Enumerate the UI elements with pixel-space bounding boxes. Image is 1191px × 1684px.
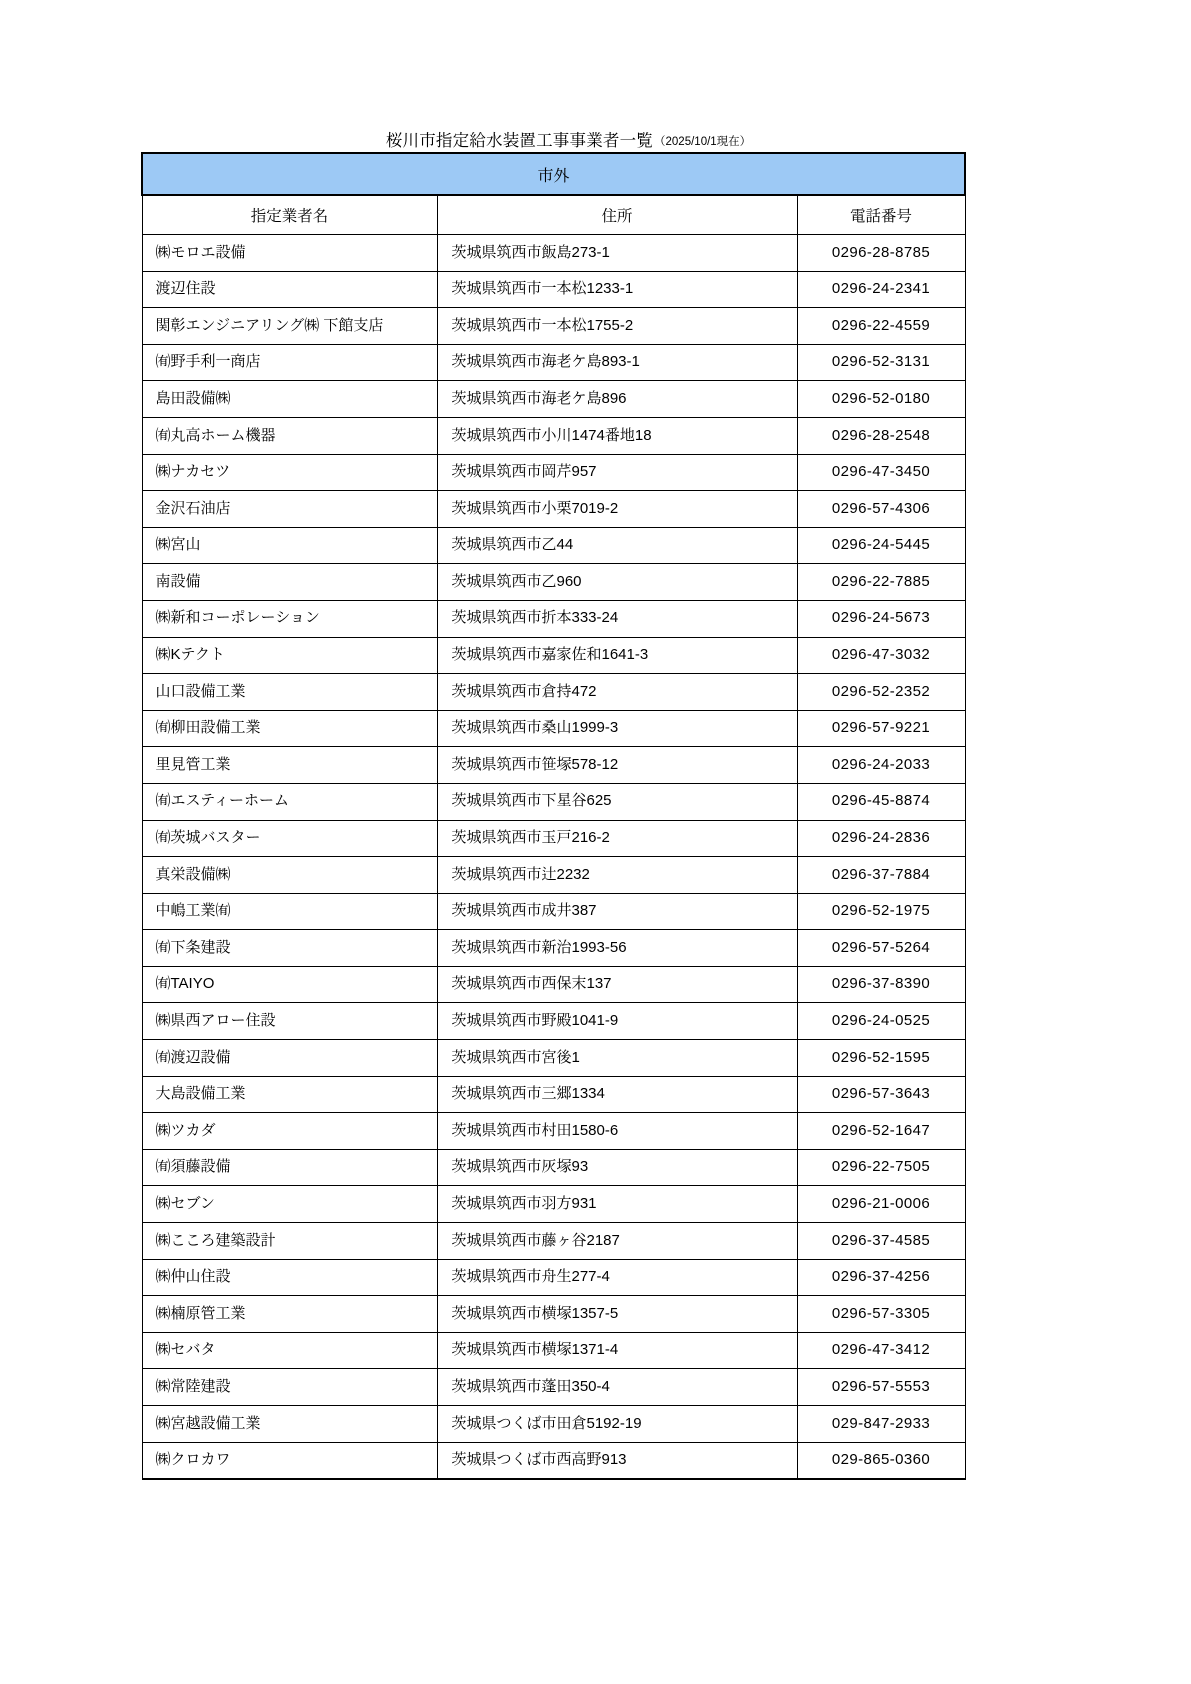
cell-tel [797,235,965,272]
section-band-row [142,153,965,195]
cell-tel [797,527,965,564]
cell-name [142,1076,437,1113]
cell-tel [797,600,965,637]
cell-tel-text: 0296-52-2352 [831,682,931,700]
cell-address-text: 茨城県筑西市辻2232 [451,865,590,883]
table-row [142,1003,965,1040]
cell-name-text: ㈲下条建設 [155,938,231,956]
cell-tel-text: 0296-24-5673 [831,609,931,627]
cell-address [437,637,797,674]
column-header-address: 住所 [437,195,797,235]
cell-address-text: 茨城県筑西市笹塚578-12 [451,755,619,773]
cell-tel-text: 0296-21-0006 [831,1194,931,1212]
cell-address [437,600,797,637]
cell-tel [797,417,965,454]
cell-tel-text: 0296-52-1975 [831,902,931,920]
cell-tel-text: 0296-22-7505 [831,1158,931,1176]
cell-name [142,1003,437,1040]
cell-address [437,747,797,784]
cell-address-text: 茨城県筑西市羽方931 [451,1194,597,1212]
cell-tel [797,857,965,894]
cell-tel-text: 0296-52-1647 [831,1121,931,1139]
cell-name [142,1332,437,1369]
table-body [142,153,965,1479]
cell-address-text: 茨城県筑西市折本333-24 [451,609,619,627]
cell-address-text: 茨城県筑西市乙44 [451,536,574,554]
cell-name-text: ㈲丸高ホーム機器 [155,426,276,444]
cell-tel [797,820,965,857]
cell-address-text: 茨城県筑西市下星谷625 [451,792,612,810]
cell-name-text: ㈱宮越設備工業 [155,1414,261,1432]
table-row [142,271,965,308]
cell-name [142,674,437,711]
table-row [142,930,965,967]
cell-name-text: ㈱宮山 [155,536,201,554]
table-row [142,1186,965,1223]
cell-tel [797,454,965,491]
cell-tel [797,308,965,345]
cell-tel [797,1259,965,1296]
cell-name-text: ㈱ツカダ [155,1121,216,1139]
cell-name-text: 関彰エンジニアリング㈱ 下館支店 [155,316,384,334]
table-row [142,966,965,1003]
cell-name [142,1186,437,1223]
cell-name-text: ㈱楠原管工業 [155,1304,246,1322]
cell-name-text: ㈱県西アロー住設 [155,1012,276,1030]
table-row [142,747,965,784]
cell-address [437,527,797,564]
cell-address [437,820,797,857]
column-header-tel: 電話番号 [797,195,965,235]
table-row [142,308,965,345]
cell-address-text: 茨城県筑西市玉戸216-2 [451,829,610,847]
cell-address [437,966,797,1003]
cell-tel [797,893,965,930]
cell-name-text: 金沢石油店 [155,499,231,517]
cell-address [437,491,797,528]
table-row [142,1040,965,1077]
cell-tel-text: 0296-24-2341 [831,280,931,298]
cell-address [437,857,797,894]
contractor-table [141,152,966,1480]
cell-name-text: ㈲茨城バスター [155,829,261,847]
cell-name [142,783,437,820]
cell-tel-text: 0296-24-2836 [831,829,931,847]
cell-address-text: 茨城県筑西市横塚1357-5 [451,1304,619,1322]
cell-tel-text: 0296-24-2033 [831,755,931,773]
cell-tel-text: 0296-57-5553 [831,1377,931,1395]
cell-tel-text: 0296-37-4585 [831,1231,931,1249]
cell-address [437,783,797,820]
table-row [142,417,965,454]
cell-address [437,1076,797,1113]
table-row [142,1406,965,1443]
cell-tel [797,1076,965,1113]
cell-address [437,1296,797,1333]
cell-address-text: 茨城県つくば市田倉5192-19 [451,1414,642,1432]
page-title: 桜川市指定給水装置工事事業者一覧 [385,131,654,150]
cell-name-text: 里見管工業 [155,755,231,773]
cell-name-text: 中嶋工業㈲ [155,902,231,920]
cell-name [142,417,437,454]
table-row [142,710,965,747]
cell-tel [797,271,965,308]
cell-address [437,1040,797,1077]
cell-name [142,1223,437,1260]
cell-tel [797,1369,965,1406]
cell-name [142,893,437,930]
cell-name [142,1406,437,1443]
cell-name-text: ㈱ナカセツ [155,463,231,481]
cell-address-text: 茨城県筑西市飯島273-1 [451,243,610,261]
cell-name-text: 南設備 [155,572,201,590]
cell-name-text: ㈱セバタ [155,1341,216,1359]
table-row [142,1223,965,1260]
cell-address [437,1186,797,1223]
table-row [142,1442,965,1479]
cell-name [142,820,437,857]
cell-address [437,710,797,747]
cell-name-text: ㈱こころ建築設計 [155,1231,276,1249]
cell-tel-text: 0296-24-5445 [831,536,931,554]
table-row [142,381,965,418]
cell-name-text: ㈱モロエ設備 [155,243,246,261]
cell-tel-text: 0296-22-4559 [831,316,931,334]
cell-name-text: ㈱新和コーポレーション [155,609,320,627]
cell-address [437,1113,797,1150]
table-row [142,674,965,711]
cell-tel [797,491,965,528]
cell-address-text: 茨城県筑西市一本松1233-1 [451,280,634,298]
cell-name [142,600,437,637]
cell-address-text: 茨城県筑西市舟生277-4 [451,1268,610,1286]
cell-name [142,1113,437,1150]
cell-tel [797,564,965,601]
cell-tel [797,1003,965,1040]
cell-name [142,235,437,272]
table-row [142,1332,965,1369]
cell-name [142,1149,437,1186]
cell-tel-text: 0296-52-3131 [831,353,931,371]
cell-tel [797,1040,965,1077]
cell-name [142,1442,437,1479]
cell-tel-text: 0296-47-3450 [831,463,931,481]
table-row [142,637,965,674]
cell-tel [797,1406,965,1443]
cell-name [142,454,437,491]
page-title-note: （2025/10/1現在） [654,135,752,148]
cell-address [437,1259,797,1296]
cell-address [437,381,797,418]
table-row [142,235,965,272]
cell-address [437,1442,797,1479]
cell-name-text: ㈲エスティーホーム [155,792,290,810]
cell-address-text: 茨城県筑西市村田1580-6 [451,1121,619,1139]
table-row [142,527,965,564]
cell-tel-text: 0296-47-3412 [831,1341,931,1359]
table-header-row [142,195,965,235]
cell-address [437,564,797,601]
cell-address-text: 茨城県筑西市三郷1334 [451,1085,605,1103]
table-row [142,454,965,491]
cell-tel [797,637,965,674]
cell-tel [797,930,965,967]
cell-address [437,674,797,711]
table-row [142,1113,965,1150]
cell-address [437,1369,797,1406]
cell-address-text: 茨城県筑西市西保末137 [451,975,612,993]
cell-tel [797,381,965,418]
cell-address-text: 茨城県筑西市桑山1999-3 [451,719,619,737]
document-title [141,128,966,149]
cell-address-text: 茨城県筑西市海老ケ島896 [451,389,627,407]
cell-address-text: 茨城県筑西市宮後1 [451,1048,580,1066]
cell-name-text: 島田設備㈱ [155,389,231,407]
cell-tel-text: 0296-57-3305 [831,1304,931,1322]
cell-tel [797,710,965,747]
cell-tel [797,966,965,1003]
document-body [141,128,966,1480]
cell-tel-text: 0296-37-4256 [831,1268,931,1286]
table-row [142,857,965,894]
table-row [142,1149,965,1186]
column-header-name: 指定業者名 [142,195,437,235]
table-row [142,564,965,601]
cell-address [437,1332,797,1369]
cell-name-text: ㈲野手利一商店 [155,353,261,371]
cell-tel-text: 0296-57-4306 [831,499,931,517]
cell-tel [797,1149,965,1186]
cell-name [142,930,437,967]
table-row [142,1369,965,1406]
cell-address [437,235,797,272]
cell-address-text: 茨城県つくば市西高野913 [451,1451,627,1469]
cell-address [437,454,797,491]
cell-address-text: 茨城県筑西市藤ヶ谷2187 [451,1231,620,1249]
cell-name [142,381,437,418]
cell-tel-text: 029-847-2933 [831,1414,931,1432]
table-row [142,1296,965,1333]
cell-address [437,417,797,454]
section-band: 市外 [142,153,965,195]
cell-tel [797,1113,965,1150]
cell-name-text: ㈱セブン [155,1194,215,1212]
cell-name [142,271,437,308]
cell-name-text: ㈲渡辺設備 [155,1048,231,1066]
cell-name-text: ㈱仲山住設 [155,1268,231,1286]
cell-tel [797,1442,965,1479]
cell-tel [797,1332,965,1369]
cell-address-text: 茨城県筑西市倉持472 [451,682,597,700]
table-row [142,783,965,820]
cell-name [142,564,437,601]
cell-address-text: 茨城県筑西市岡芹957 [451,463,597,481]
cell-tel [797,783,965,820]
cell-tel-text: 0296-57-9221 [831,719,931,737]
table-row [142,491,965,528]
cell-name-text: 大島設備工業 [155,1085,246,1103]
cell-address-text: 茨城県筑西市乙960 [451,572,582,590]
table-row [142,820,965,857]
cell-address [437,1003,797,1040]
table-row [142,1259,965,1296]
cell-name-text: ㈲TAIYO [155,975,215,993]
cell-name [142,1040,437,1077]
cell-tel-text: 0296-52-0180 [831,389,931,407]
cell-tel [797,1296,965,1333]
cell-name-text: ㈱常陸建設 [155,1377,231,1395]
cell-name [142,1296,437,1333]
cell-address-text: 茨城県筑西市灰塚93 [451,1158,589,1176]
cell-tel-text: 0296-37-7884 [831,865,931,883]
cell-address [437,1223,797,1260]
cell-address-text: 茨城県筑西市小栗7019-2 [451,499,619,517]
cell-name-text: ㈱クロカワ [155,1451,231,1469]
cell-name [142,966,437,1003]
cell-name [142,527,437,564]
cell-address-text: 茨城県筑西市新治1993-56 [451,938,627,956]
cell-address [437,344,797,381]
cell-name [142,710,437,747]
cell-address [437,308,797,345]
table-row [142,344,965,381]
cell-tel-text: 0296-37-8390 [831,975,931,993]
cell-address-text: 茨城県筑西市野殿1041-9 [451,1012,619,1030]
cell-address-text: 茨城県筑西市蓬田350-4 [451,1377,610,1395]
cell-tel-text: 0296-57-5264 [831,938,931,956]
table-row [142,893,965,930]
cell-name-text: 渡辺住設 [155,280,216,298]
cell-tel-text: 0296-45-8874 [831,792,931,810]
cell-address-text: 茨城県筑西市一本松1755-2 [451,316,634,334]
cell-name [142,1259,437,1296]
cell-address [437,893,797,930]
cell-name [142,308,437,345]
cell-tel-text: 0296-28-8785 [831,243,931,261]
cell-name-text: ㈲柳田設備工業 [155,719,261,737]
cell-address-text: 茨城県筑西市嘉家佐和1641-3 [451,646,649,664]
cell-address-text: 茨城県筑西市小川1474番地18 [451,426,652,444]
cell-tel [797,747,965,784]
table-row [142,1076,965,1113]
cell-tel [797,674,965,711]
cell-name [142,1369,437,1406]
cell-tel-text: 0296-22-7885 [831,572,931,590]
cell-tel-text: 0296-24-0525 [831,1012,931,1030]
cell-name-text: 真栄設備㈱ [155,865,231,883]
table-row [142,600,965,637]
cell-tel [797,1223,965,1260]
cell-address [437,930,797,967]
cell-address-text: 茨城県筑西市横塚1371-4 [451,1341,619,1359]
cell-name-text: ㈲須藤設備 [155,1158,231,1176]
cell-address [437,1149,797,1186]
cell-name-text: 山口設備工業 [155,682,246,700]
cell-name [142,747,437,784]
cell-address-text: 茨城県筑西市成井387 [451,902,597,920]
cell-tel-text: 0296-28-2548 [831,426,931,444]
cell-tel [797,344,965,381]
cell-tel-text: 029-865-0360 [831,1451,931,1469]
cell-name-text: ㈱Kテクト [155,646,225,664]
cell-address-text: 茨城県筑西市海老ケ島893-1 [451,353,640,371]
cell-address [437,271,797,308]
cell-name [142,637,437,674]
cell-name [142,857,437,894]
cell-address [437,1406,797,1443]
cell-tel-text: 0296-57-3643 [831,1085,931,1103]
cell-tel-text: 0296-47-3032 [831,646,931,664]
cell-tel-text: 0296-52-1595 [831,1048,931,1066]
cell-name [142,491,437,528]
cell-name [142,344,437,381]
cell-tel [797,1186,965,1223]
